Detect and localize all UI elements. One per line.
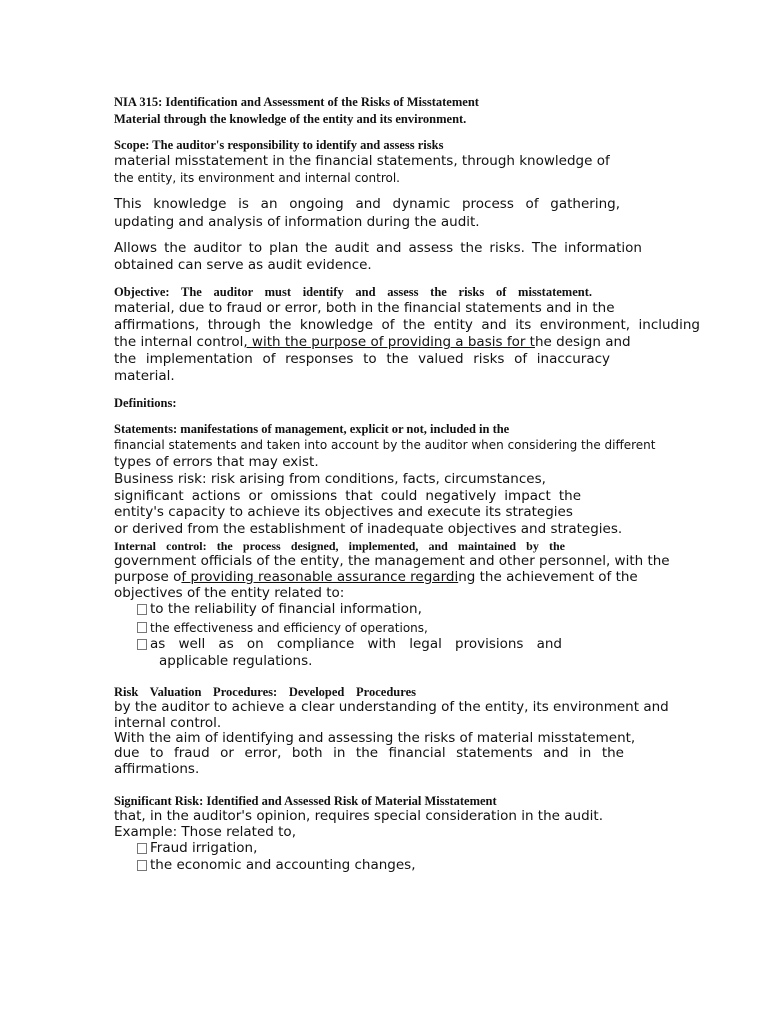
allows-line: Allows the auditor to plan the audit and assess the risks. The information [114, 240, 642, 256]
significant-risk-heading: Significant Risk: Identified and Assessed Risk of Material Misstatement [114, 794, 497, 808]
internal-control-line: objectives of the entity related to: [114, 585, 345, 601]
bullet-icon [137, 843, 147, 854]
objective-text: he design and [534, 334, 631, 350]
scope-line: the entity, its environment and internal control. [114, 171, 400, 185]
document-subtitle: Material through the knowledge of the entity and its environment. [114, 112, 467, 126]
list-item: as well as on compliance with legal provisions and [150, 636, 562, 652]
risk-valuation-line: by the auditor to achieve a clear understanding of the entity, its environment and [114, 699, 669, 715]
significant-risk-line: Example: Those related to, [114, 824, 296, 840]
business-risk-line: significant actions or omissions that could negatively impact the [114, 488, 581, 504]
scope-line: material misstatement in the financial statements, through knowledge of [114, 153, 610, 169]
objective-line: the implementation of responses to the valued risks of inaccuracy [114, 351, 610, 367]
objective-line [114, 336, 631, 350]
objective-line: material, due to fraud or error, both in the financial statements and in the [114, 300, 615, 316]
business-risk-line: Business risk: risk arising from conditions, facts, circumstances, [114, 471, 546, 487]
underlined-text: , with the purpose of providing a basis for t [243, 334, 535, 350]
definitions-heading: Definitions: [114, 396, 177, 410]
bullet-icon [137, 622, 147, 633]
list-item-continuation: applicable regulations. [159, 653, 313, 669]
objective-heading: Objective: The auditor must identify and assess the risks of misstatement. [114, 285, 592, 299]
risk-valuation-line: internal control. [114, 715, 222, 731]
risk-valuation-line: due to fraud or error, both in the financial statements and in the [114, 745, 624, 761]
list-item: the economic and accounting changes, [150, 857, 416, 873]
significant-risk-line: that, in the auditor's opinion, requires special consideration in the audit. [114, 808, 603, 824]
bullet-icon [137, 604, 147, 615]
internal-control-text: purpose o [114, 569, 182, 585]
risk-valuation-heading: Risk Valuation Procedures: Developed Procedures [114, 685, 416, 699]
bullet-icon [137, 860, 147, 871]
business-risk-line: entity's capacity to achieve its objectives and execute its strategies [114, 504, 573, 520]
bullet-icon [137, 639, 147, 650]
statements-line: financial statements and taken into account by the auditor when considering the different [114, 438, 656, 452]
list-item: the effectiveness and efficiency of operations, [150, 621, 428, 635]
risk-valuation-line: With the aim of identifying and assessing the risks of material misstatement, [114, 730, 636, 746]
knowledge-line: updating and analysis of information during the audit. [114, 214, 480, 230]
risk-valuation-line: affirmations. [114, 761, 200, 777]
allows-line: obtained can serve as audit evidence. [114, 257, 372, 273]
objective-line: affirmations, through the knowledge of the entity and its environment, including [114, 317, 700, 333]
objective-line: material. [114, 368, 175, 384]
underlined-text: f providing reasonable assurance regardi [181, 569, 459, 585]
objective-text: the internal control [114, 334, 244, 350]
internal-control-line: government officials of the entity, the management and other personnel, with the [114, 553, 670, 569]
internal-control-line [114, 571, 638, 585]
scope-heading: Scope: The auditor's responsibility to identify and assess risks [114, 138, 444, 152]
list-item: Fraud irrigation, [150, 840, 258, 856]
document-title: NIA 315: Identification and Assessment of the Risks of Misstatement [114, 95, 479, 109]
statements-line: types of errors that may exist. [114, 454, 319, 470]
list-item: to the reliability of financial information, [150, 601, 422, 617]
internal-control-heading: Internal control: the process designed, implemented, and maintained by the [114, 539, 565, 553]
internal-control-text: ng the achievement of the [458, 569, 638, 585]
statements-heading: Statements: manifestations of management, explicit or not, included in the [114, 422, 510, 436]
knowledge-line: This knowledge is an ongoing and dynamic process of gathering, [114, 196, 620, 212]
business-risk-line: or derived from the establishment of inadequate objectives and strategies. [114, 521, 623, 537]
